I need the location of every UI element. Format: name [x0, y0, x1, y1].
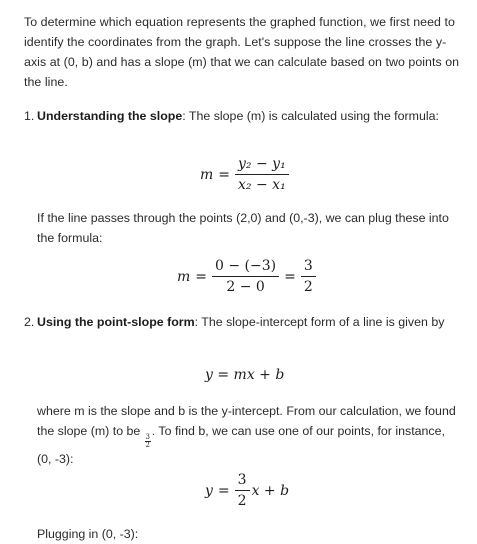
- slope-intercept-text: y = mx + b: [205, 367, 285, 383]
- inline-slope-fraction: [145, 434, 151, 449]
- step-1-title: Understanding the slope: [37, 109, 183, 123]
- step-2-after: [37, 401, 462, 469]
- slope-formula-lhs: m: [200, 166, 214, 183]
- step-2-text: : The slope-intercept form of a line is given by: [194, 315, 445, 329]
- line-eq-equals: =: [217, 482, 230, 499]
- step-2-after-b: . To find b, we can use one of our points, for instance, (0, -3):: [37, 424, 445, 466]
- step-2: [24, 312, 464, 332]
- step-1: [24, 106, 464, 126]
- calc-lhs: m: [177, 268, 191, 285]
- line-eq-lhs: y: [205, 482, 213, 499]
- calc-result-numerator: 3: [303, 258, 313, 274]
- step-1-number: 1.: [24, 109, 35, 123]
- line-eq-numerator: 3: [237, 472, 247, 488]
- line-eq-denominator: 2: [237, 493, 247, 509]
- intro-paragraph: To determine which equation represents the graphed function, we first need to identify the coordinates from the graph. Let's suppose the line crosses the y-axis at (0, b) and has a slope (m) that we can calculate based on two points on the line.: [24, 15, 460, 89]
- calc-equals: =: [195, 268, 208, 285]
- calc-fraction: [212, 258, 279, 295]
- line-eq-rest: x + b: [251, 482, 290, 499]
- inline-slope-numerator: 3: [145, 433, 150, 441]
- calc-result-denominator: 2: [303, 279, 313, 295]
- slope-formula-equals: =: [218, 166, 231, 183]
- slope-formula-fraction: [235, 156, 289, 193]
- calc-denominator: 2 − 0: [226, 279, 265, 295]
- step-1-text: : The slope (m) is calculated using the formula:: [182, 109, 439, 123]
- step-1-after: If the line passes through the points (2,0) and (0,-3), we can plug these into the formula:: [37, 211, 449, 245]
- step-2-after-a: where m is the slope and b is the y-intercept. From our calculation, we found the slope (m) to be: [37, 404, 456, 438]
- plugging-text: Plugging in (0, -3):: [37, 527, 139, 541]
- slope-formula-numerator: y₂ − y₁: [238, 156, 286, 172]
- slope-formula-denominator: x₂ − x₁: [238, 177, 286, 193]
- calc-equals-2: =: [284, 268, 296, 285]
- step-2-number: 2.: [24, 315, 35, 329]
- calc-result-fraction: [301, 258, 316, 295]
- inline-slope-denominator: 2: [145, 441, 150, 449]
- step-2-title: Using the point-slope form: [37, 315, 195, 329]
- calc-numerator: 0 − (−3): [215, 258, 277, 274]
- line-eq-fraction: [235, 472, 250, 509]
